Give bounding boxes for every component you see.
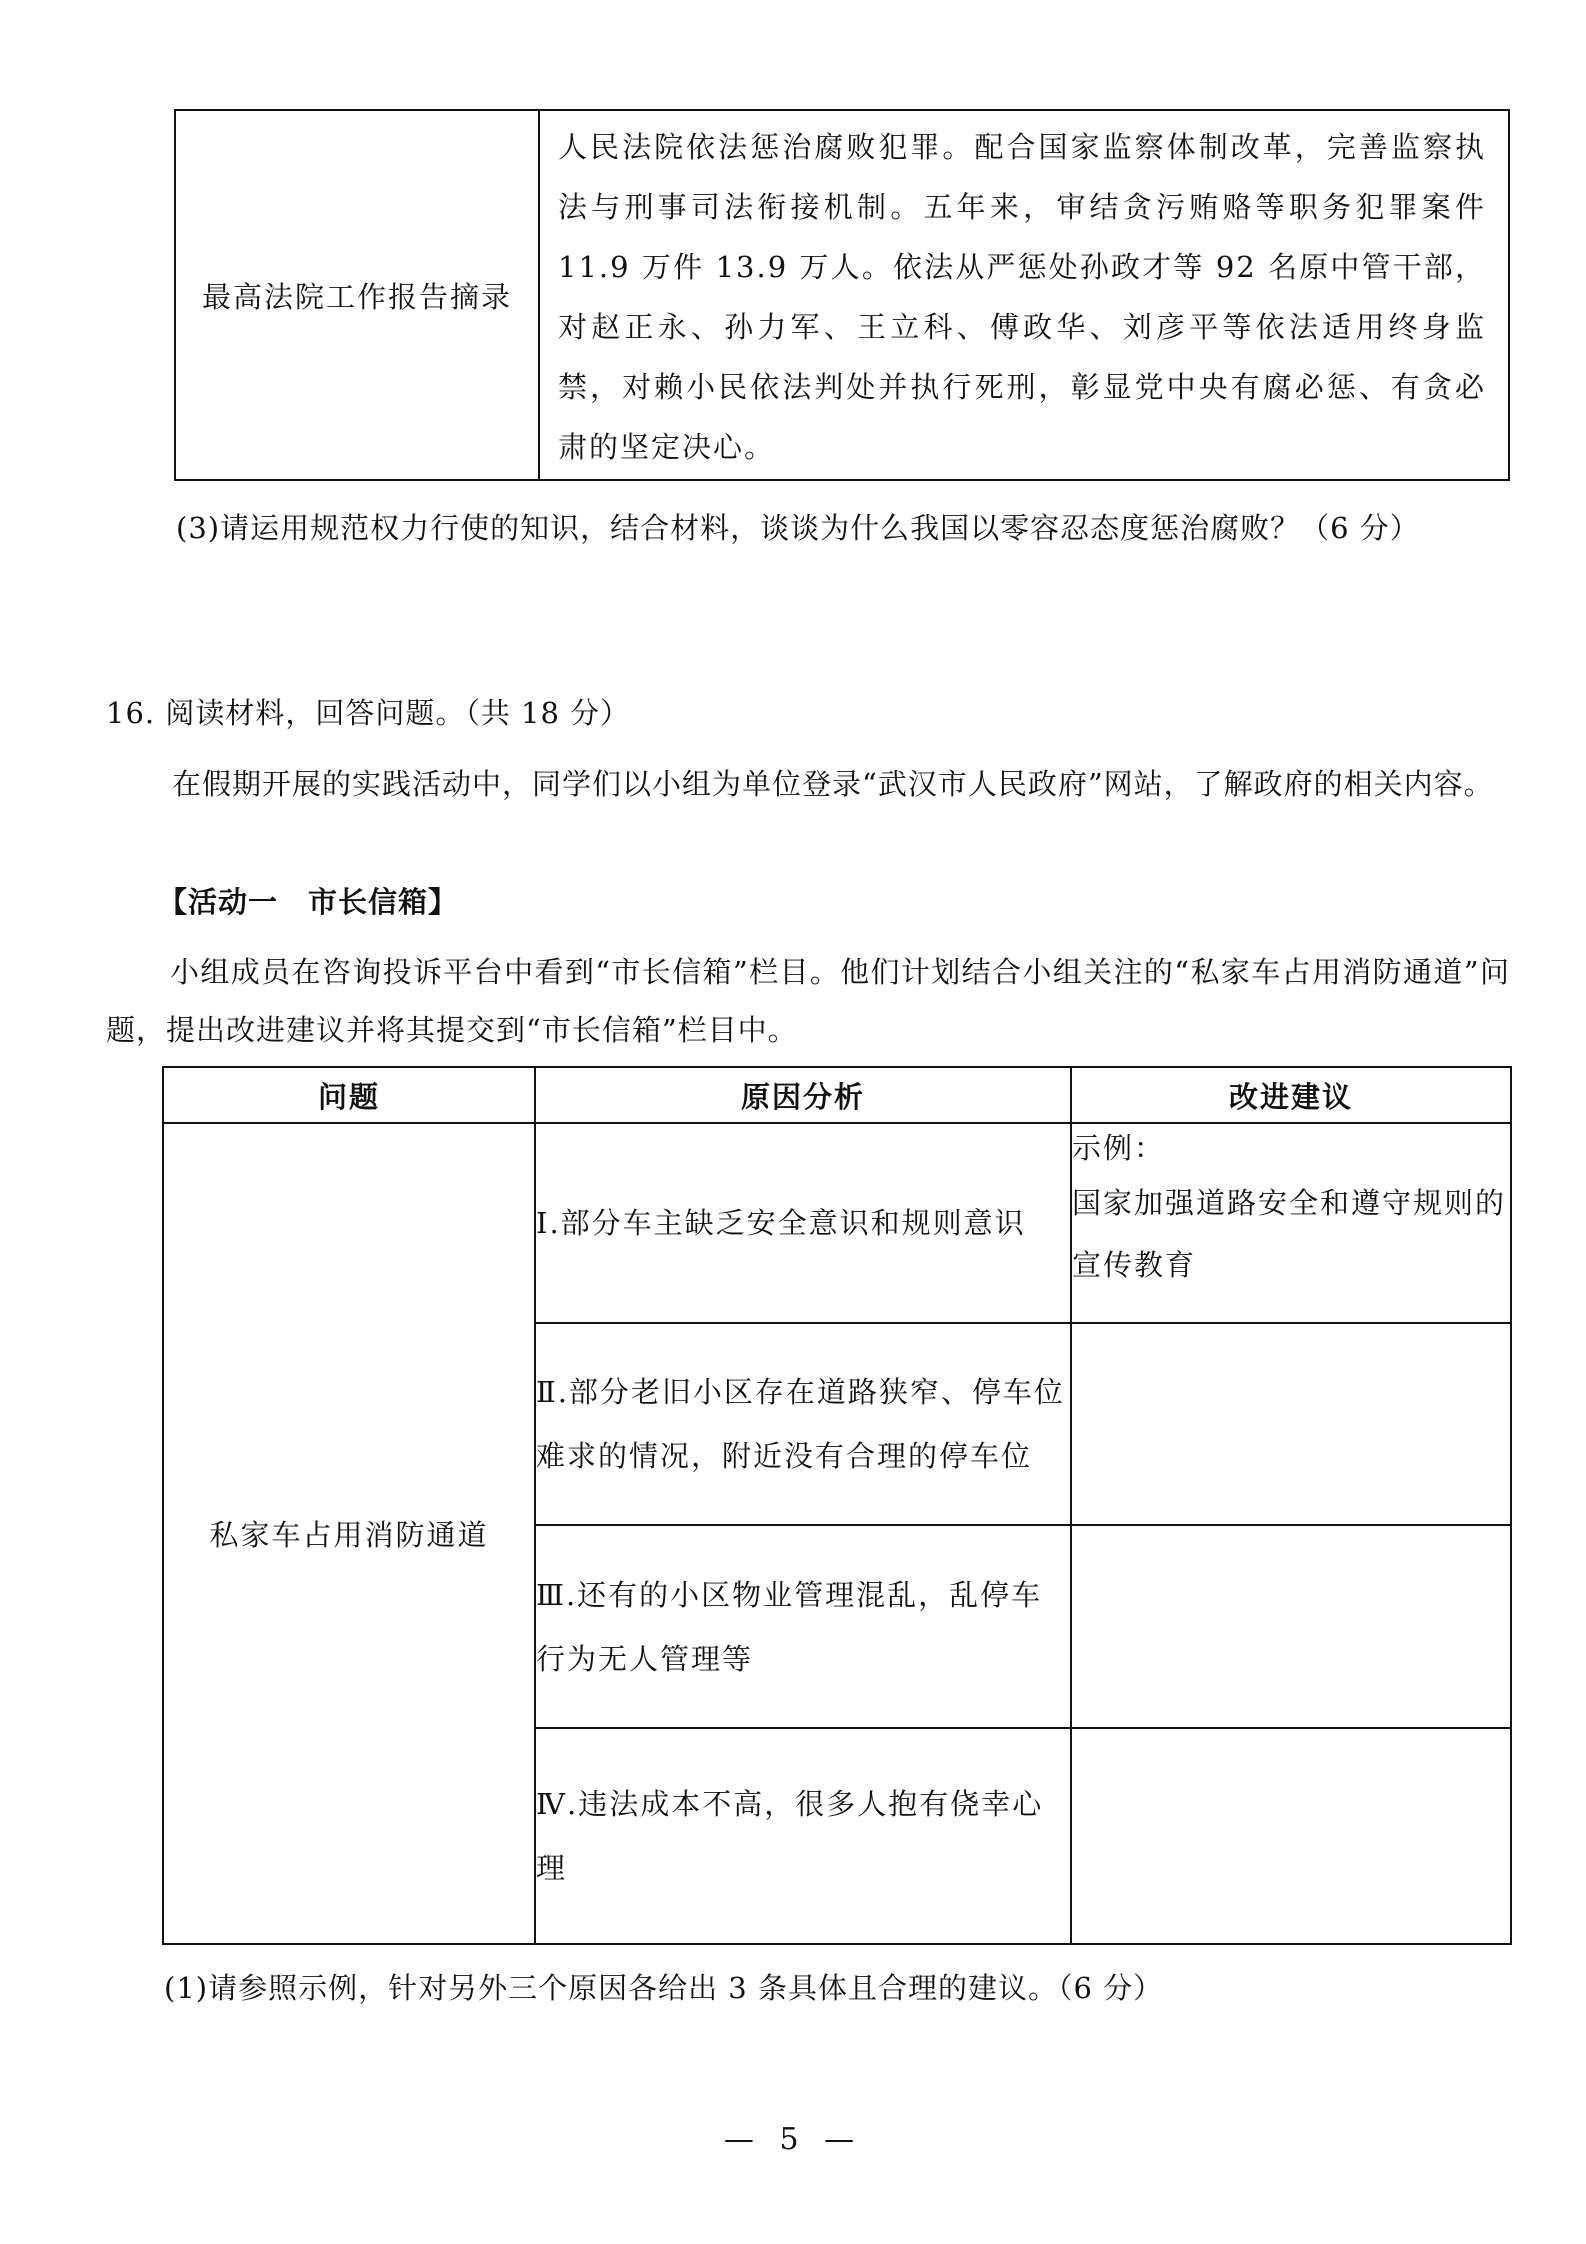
header-improvement-suggestion: 改进建议 [1071, 1067, 1511, 1123]
cause-4: Ⅳ.违法成本不高，很多人抱有侥幸心理 [535, 1728, 1071, 1944]
issue-cell [163, 1123, 535, 1944]
suggestion-2[interactable] [1071, 1323, 1511, 1525]
page-number: — 5 — [723, 2122, 863, 2157]
example-label: 示例： [1072, 1131, 1166, 1165]
question-16-title: 16. 阅读材料，回答问题。（共 18 分） [106, 696, 631, 730]
header-cause-analysis: 原因分析 [535, 1067, 1071, 1123]
court-report-label: 最高法院工作报告摘录 [201, 279, 512, 314]
cause-1: Ⅰ.部分车主缺乏安全意识和规则意识 [535, 1123, 1071, 1323]
issue-text: 私家车占用消防通道 [209, 1518, 489, 1552]
cause-3: Ⅲ.还有的小区物业管理混乱，乱停车行为无人管理等 [535, 1525, 1071, 1728]
activity-1-description: 小组成员在咨询投诉平台中看到“市长信箱”栏目。他们计划结合小组关注的“私家车占用消防通道”问题，提出改进建议并将其提交到“市长信箱”栏目中。 [106, 955, 1510, 1047]
question-16-1: (1)请参照示例，针对另外三个原因各给出 3 条具体且合理的建议。（6 分） [164, 1971, 1164, 2005]
question-3: (3)请运用规范权力行使的知识，结合材料，谈谈为什么我国以零容忍态度惩治腐败？（6 分） [176, 511, 1420, 545]
suggestion-table [162, 1066, 1512, 1945]
header-issue: 问题 [163, 1067, 535, 1123]
suggestion-1 [1071, 1123, 1511, 1323]
suggestion-4[interactable] [1071, 1728, 1511, 1944]
court-report-content: 人民法院依法惩治腐败犯罪。配合国家监察体制改革，完善监察执法与刑事司法衔接机制。五年来，审结贪污贿赂等职务犯罪案件 11.9 万件 13.9 万人。依法从严惩处孙政才等 92 名原中管干部，对赵正永、孙力军、王立科、傅政华、刘彦平等依法适用终身监禁，对赖小民依法判处并执行死刑，彰显党中央有腐必惩、有贪必肃的坚定决心。 [558, 130, 1486, 464]
court-report-table [174, 109, 1510, 481]
suggestion-3[interactable] [1071, 1525, 1511, 1728]
question-16-intro: 在假期开展的实践活动中，同学们以小组为单位登录“武汉市人民政府”网站，了解政府的相关内容。 [172, 767, 1494, 801]
court-report-label-cell [175, 110, 539, 480]
activity-1-title: 【活动一 市长信箱】 [158, 885, 459, 919]
court-report-content-cell [539, 110, 1509, 480]
example-suggestion: 国家加强道路安全和遵守规则的宣传教育 [1072, 1186, 1507, 1282]
cause-2: Ⅱ.部分老旧小区存在道路狭窄、停车位难求的情况，附近没有合理的停车位 [535, 1323, 1071, 1525]
